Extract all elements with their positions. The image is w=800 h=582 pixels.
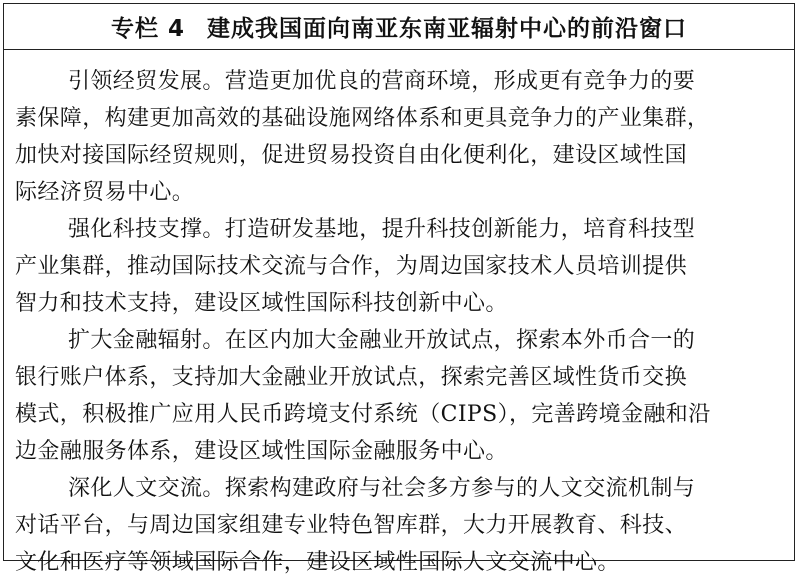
paragraph-line: 银行账户体系，支持加大金融业开放试点，探索完善区域性货币交换: [15, 365, 688, 390]
paragraph-line: 模式，积极推广应用人民币跨境支付系统（CIPS），完善跨境金融和沿: [15, 402, 711, 427]
paragraph-line: 产业集群，推动国际技术交流与合作，为周边国家技术人员培训提供: [15, 254, 688, 279]
column-title: [111, 10, 687, 43]
column-heading: 建成我国面向南亚东南亚辐射中心的前沿窗口: [207, 16, 687, 42]
paragraph-line: 边金融服务体系，建设区域性国际金融服务中心。: [15, 439, 508, 464]
paragraph-line: 引领经贸发展。营造更加优良的营商环境，形成更有竞争力的要: [68, 69, 696, 94]
column-title-bar: [4, 4, 794, 50]
paragraph-line: 际经济贸易中心。: [15, 180, 195, 205]
paragraph-line: 文化和医疗等领域国际合作，建设区域性国际人文交流中心。: [15, 550, 620, 575]
paragraph-line: 深化人文交流。探索构建政府与社会多方参与的人文交流机制与: [68, 476, 696, 501]
paragraph-line: 对话平台，与周边国家组建专业特色智库群，大力开展教育、科技、: [15, 513, 688, 538]
paragraph-line: 素保障，构建更加高效的基础设施网络体系和更具竞争力的产业集群，: [15, 106, 710, 131]
column-box: [3, 3, 795, 575]
paragraph-line: 扩大金融辐射。在区内加大金融业开放试点，探索本外币合一的: [68, 328, 696, 353]
paragraph-line: 加快对接国际经贸规则，促进贸易投资自由化便利化，建设区域性国: [15, 143, 688, 168]
paragraph-line: 智力和技术支持，建设区域性国际科技创新中心。: [15, 291, 508, 316]
column-number: 专栏 4: [110, 16, 185, 42]
paragraph-line: 强化科技支撑。打造研发基地，提升科技创新能力，培育科技型: [68, 217, 696, 242]
